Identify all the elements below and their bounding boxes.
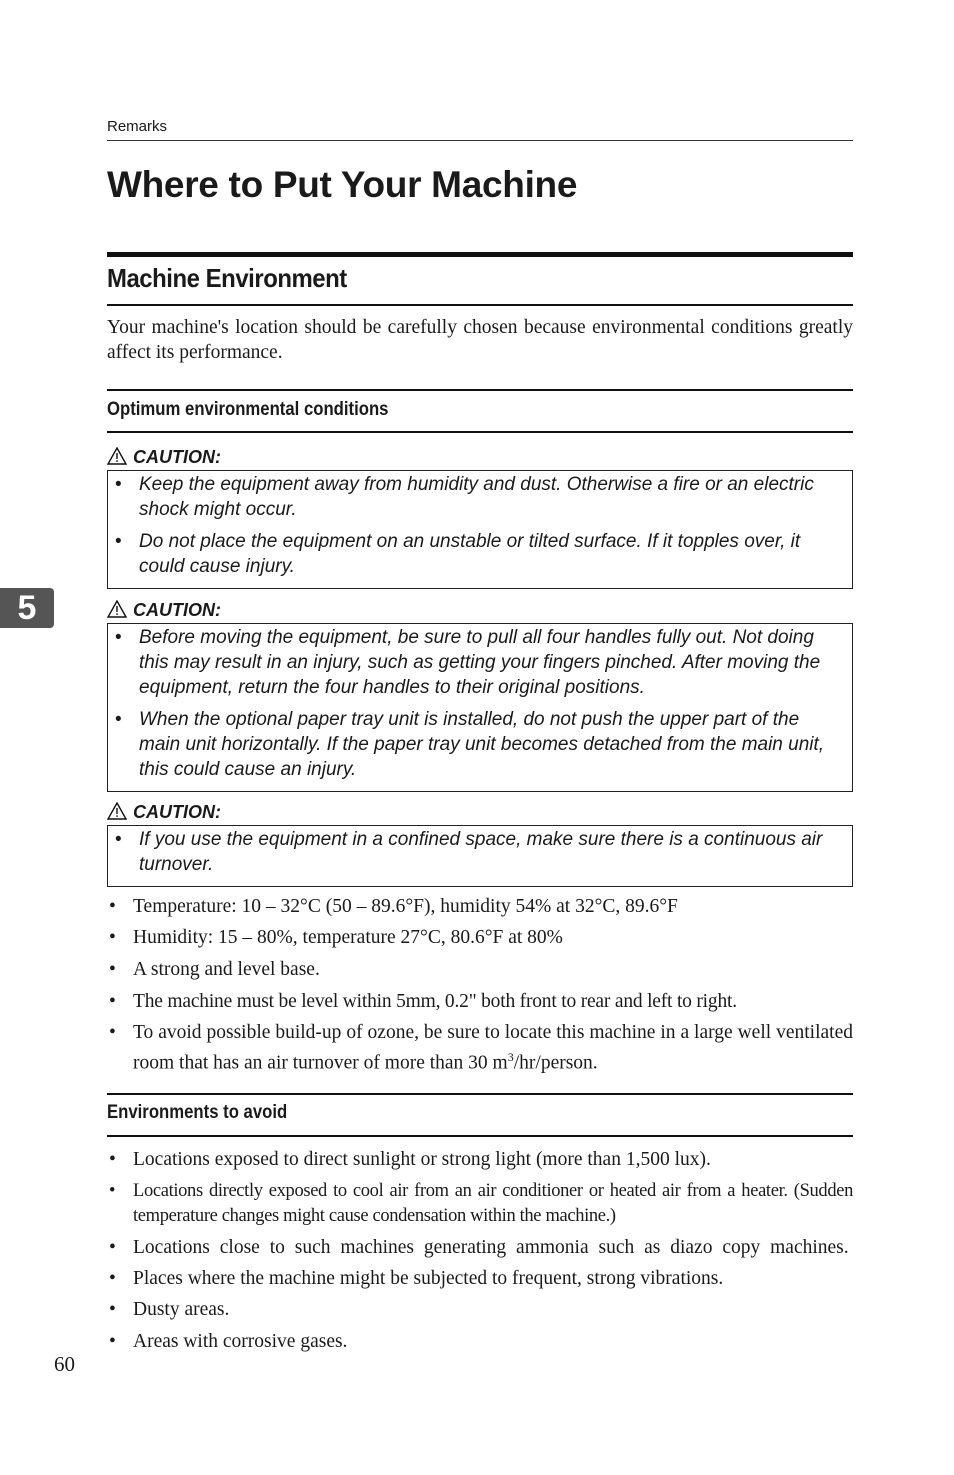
header-rule [107, 140, 853, 141]
avoid-list [107, 1147, 853, 1354]
caution-heading-3 [107, 802, 221, 823]
intro-paragraph: Your machine's location should be carefully chosen because environmental conditions greatly affect its performance. [107, 317, 853, 363]
caution-box-2 [107, 623, 853, 792]
warning-triangle-icon [107, 802, 127, 820]
list-item: • Locations exposed to direct sunlight or strong light (more than 1,500 lux). [107, 1147, 853, 1172]
list-item: • Temperature: 10 – 32°C (50 – 89.6°F), humidity 54% at 32°C, 89.6°F [107, 894, 853, 919]
caution-box-1 [107, 470, 853, 589]
page-title: Where to Put Your Machine [107, 164, 578, 205]
caution-box-3 [107, 825, 853, 887]
caution-heading-2 [107, 600, 221, 621]
warning-triangle-icon [107, 447, 127, 465]
caution-item: • When the optional paper tray unit is installed, do not push the upper part of the main unit horizontally. If the paper tray unit becomes detached from the main unit, this could cause an injury. [108, 707, 852, 782]
running-header: Remarks [107, 118, 168, 135]
list-item: • Dusty areas. [107, 1297, 853, 1322]
section-rule-bottom [107, 304, 853, 306]
caution-label: CAUTION: [133, 802, 221, 822]
caution-item: • Keep the equipment away from humidity and dust. Otherwise a fire or an electric shock might occur. [108, 472, 852, 522]
conditions-list [107, 894, 853, 1076]
list-item: • Locations directly exposed to cool air from an air conditioner or heated air from a heater. (Sudden temperature changes might cause condensation within the machine.) [107, 1179, 853, 1229]
subhead-optimum: Optimum environmental conditions [107, 399, 389, 420]
subhead-rule-top [107, 389, 853, 391]
list-item: • A strong and level base. [107, 957, 853, 982]
subhead-rule-bottom [107, 1135, 853, 1137]
subhead-rule-top [107, 1093, 853, 1095]
chapter-tab: 5 [0, 588, 54, 628]
page-number: 60 [54, 1352, 75, 1376]
list-item-ozone: • To avoid possible build-up of ozone, be sure to locate this machine in a large well ventilated room that has an air turnover of more than 30 $m^3/hr$/person. [107, 1020, 853, 1076]
list-item: • Humidity: 15 – 80%, temperature 27°C, 80.6°F at 80% [107, 925, 853, 950]
warning-triangle-icon [107, 600, 127, 618]
subhead-avoid: Environments to avoid [107, 1102, 288, 1123]
caution-label: CAUTION: [133, 600, 221, 620]
caution-heading-1 [107, 447, 221, 468]
list-item: • Areas with corrosive gases. [107, 1329, 853, 1354]
section-title: Machine Environment [107, 263, 347, 293]
section-rule-top [107, 252, 853, 257]
caution-item: • If you use the equipment in a confined space, make sure there is a continuous air turnover. [108, 827, 852, 877]
list-item: • The machine must be level within 5mm, 0.2" both front to rear and left to right. [107, 989, 853, 1014]
list-item: • Places where the machine might be subjected to frequent, strong vibrations. [107, 1266, 853, 1291]
caution-item: • Do not place the equipment on an unstable or tilted surface. If it topples over, it could cause injury. [108, 529, 852, 579]
subhead-rule-bottom [107, 431, 853, 433]
list-item: • Locations close to such machines generating ammonia such as diazo copy machines. [107, 1235, 853, 1260]
caution-label: CAUTION: [133, 447, 221, 467]
caution-item: • Before moving the equipment, be sure to pull all four handles fully out. Not doing this may result in an injury, such as getting your fingers pinched. After moving the equipment, return the four handles to their original positions. [108, 625, 852, 700]
